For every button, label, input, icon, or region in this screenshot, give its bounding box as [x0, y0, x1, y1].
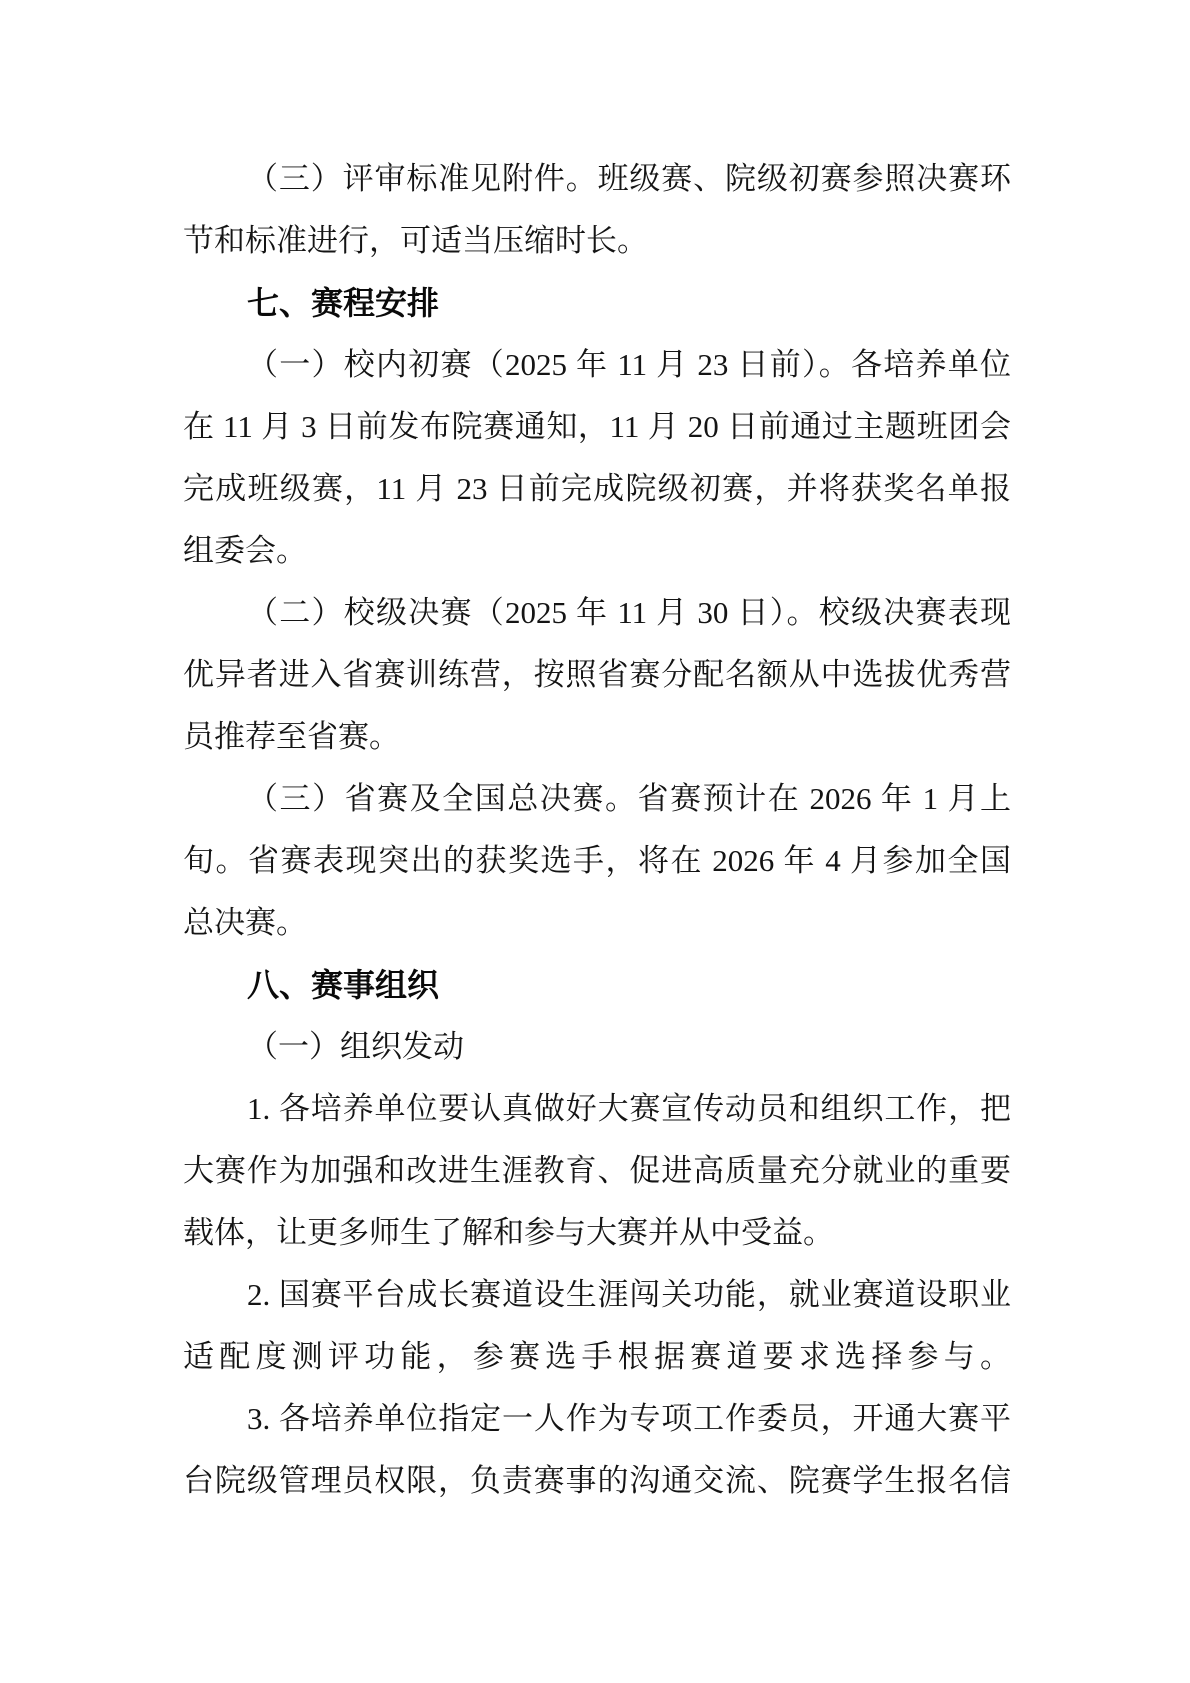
text-line: 台院级管理员权限，负责赛事的沟通交流、院赛学生报名信: [183, 1463, 1011, 1498]
section-heading-schedule: 七、赛程安排: [247, 285, 440, 321]
text-line: （一）校内初赛（2025 年 11 月 23 日前）。各培养单位: [247, 347, 1011, 382]
text-line: 适配度测评功能，参赛选手根据赛道要求选择参与。: [183, 1339, 1011, 1374]
text-line: 节和标准进行，可适当压缩时长。: [183, 223, 648, 258]
text-line: 在 11 月 3 日前发布院赛通知，11 月 20 日前通过主题班团会: [183, 409, 1011, 444]
text-line: 完成班级赛，11 月 23 日前完成院级初赛，并将获奖名单报: [183, 471, 1011, 506]
text-line: （三）评审标准见附件。班级赛、院级初赛参照决赛环: [247, 161, 1011, 196]
document-body: [183, 148, 1011, 1512]
text-line: 1. 各培养单位要认真做好大赛宣传动员和组织工作，把: [247, 1091, 1011, 1126]
text-line: 员推荐至省赛。: [183, 719, 400, 754]
text-line: 2. 国赛平台成长赛道设生涯闯关功能，就业赛道设职业: [247, 1277, 1011, 1312]
text-line: 大赛作为加强和改进生涯教育、促进高质量充分就业的重要: [183, 1153, 1011, 1188]
text-line: （二）校级决赛（2025 年 11 月 30 日）。校级决赛表现: [247, 595, 1011, 630]
text-line: 组委会。: [183, 533, 307, 568]
text-line: （一）组织发动: [247, 1029, 464, 1064]
text-line: 总决赛。: [183, 905, 307, 940]
text-line: 3. 各培养单位指定一人作为专项工作委员，开通大赛平: [247, 1401, 1011, 1436]
text-line: 旬。省赛表现突出的获奖选手，将在 2026 年 4 月参加全国: [183, 843, 1011, 878]
section-heading-organization: 八、赛事组织: [247, 967, 440, 1003]
text-line: （三）省赛及全国总决赛。省赛预计在 2026 年 1 月上: [247, 781, 1011, 816]
text-line: 载体，让更多师生了解和参与大赛并从中受益。: [183, 1215, 834, 1250]
text-line: 优异者进入省赛训练营，按照省赛分配名额从中选拔优秀营: [183, 657, 1011, 692]
